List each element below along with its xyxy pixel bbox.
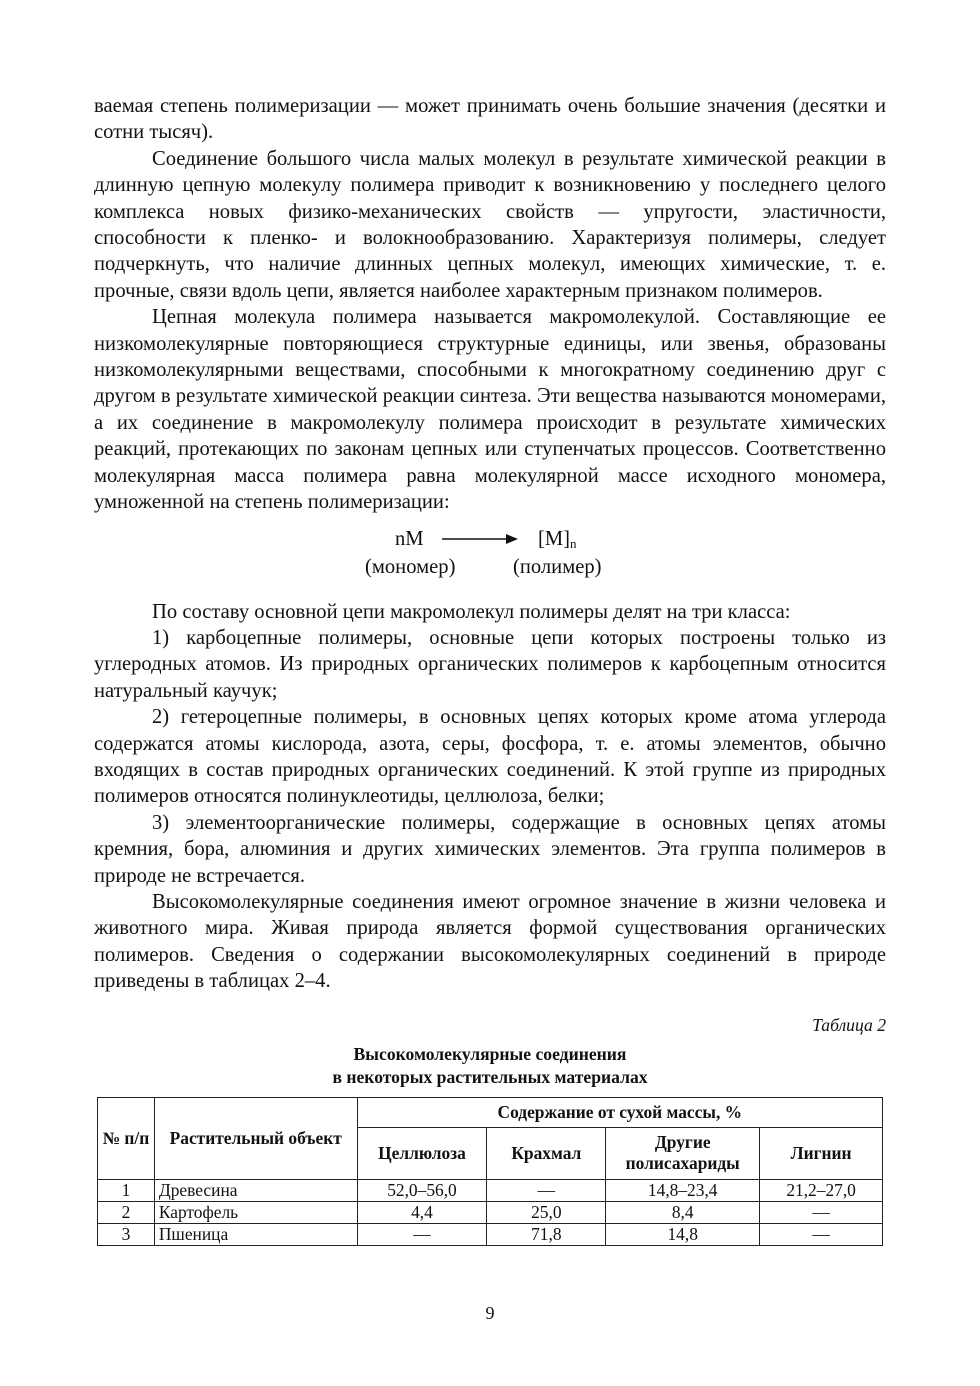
paragraph: 3) элементоорганические полимеры, содержащие в основных цепях атомы кремния, бора, алюминия и других химических элементов. Эта группа полимеров в природе не встречается. xyxy=(94,811,886,887)
row-cellulose-cell: — xyxy=(357,1223,487,1245)
row-lignin-cell: — xyxy=(760,1201,883,1223)
page-number: 9 xyxy=(485,1303,495,1323)
paragraph: Соединение большого числа малых молекул в результате химической реакции в длинную цепную молекулу полимера приводит к возникновению у последнего целого комплекса новых физико-механических свойств — упругости, эластичности, способности к пленко- и волокнообразованию. Характеризуя полимеры, следует подчеркнуть, что наличие длинных цепных молекул, имеющих химические, т. е. прочные, связи вдоль цепи, является наиболее характерным признаком полимеров. xyxy=(94,147,886,302)
reaction-arrow-icon xyxy=(440,529,520,549)
table-row xyxy=(98,1201,883,1223)
row-cellulose-cell: 4,4 xyxy=(357,1201,487,1223)
formula-polymer: $[M]_n$ xyxy=(538,527,577,551)
row-object-cell: Древесина xyxy=(154,1179,357,1201)
row-cellulose-cell: 52,0–56,0 xyxy=(357,1179,487,1201)
formula-monomer-label: (мономер) xyxy=(365,555,456,578)
paragraph: Высокомолекулярные соединения имеют огромное значение в жизни человека и животного мира. Живая природа является формой существования органических полимеров. Сведения о содержании высокомолекулярных соединений в природе приведены в таблицах 2–4. xyxy=(94,890,886,993)
table-title xyxy=(94,1043,886,1089)
row-num-cell: 1 xyxy=(98,1179,155,1201)
row-object-cell: Пшеница xyxy=(154,1223,357,1245)
table-row xyxy=(98,1179,883,1201)
row-lignin-cell: — xyxy=(760,1223,883,1245)
header-other-polysaccharides: Другие полисахариды xyxy=(606,1127,760,1179)
table-row xyxy=(98,1223,883,1245)
table-title-line-1: Высокомолекулярные соединения xyxy=(353,1043,627,1064)
polymerization-formula xyxy=(94,526,886,582)
row-starch-cell: 25,0 xyxy=(487,1201,606,1223)
header-num: № п/п xyxy=(98,1097,155,1179)
paragraph: 2) гетероцепные полимеры, в основных цепях которых кроме атома углерода содержатся атомы кислорода, азота, серы, фосфора, т. е. атомы элементов, обычно входящих в состав природных органических соединений. К этой группе из природных полимеров относятся полинуклеотиды, целлюлоза, белки; xyxy=(94,706,886,808)
page-content xyxy=(94,93,886,1246)
text-block-2 xyxy=(94,599,886,995)
row-object-cell: Картофель xyxy=(154,1201,357,1223)
row-num-cell: 2 xyxy=(98,1201,155,1223)
data-table xyxy=(97,1097,883,1246)
header-content-group: Содержание от сухой массы, % xyxy=(357,1097,882,1127)
formula-monomer: nM xyxy=(395,527,424,550)
row-other-cell: 14,8 xyxy=(606,1223,760,1245)
table-title-line-2: в некоторых растительных материалах xyxy=(332,1066,648,1087)
paragraph: 1) карбоцепные полимеры, основные цепи которых построены только из углеродных атомов. Из природных органических полимеров к карбоцепным относится натуральный каучук; xyxy=(94,626,886,702)
row-num-cell: 3 xyxy=(98,1223,155,1245)
row-lignin-cell: 21,2–27,0 xyxy=(760,1179,883,1201)
formula-polymer-label: (полимер) xyxy=(513,555,602,578)
text-block-1 xyxy=(94,93,886,516)
paragraph: По составу основной цепи макромолекул полимеры делят на три класса: xyxy=(152,600,791,623)
paragraph: ваемая степень полимеризации — может принимать очень большие значения (десятки и сотни тысяч). xyxy=(94,95,886,144)
header-object: Растительный объект xyxy=(154,1097,357,1179)
header-lignin: Лигнин xyxy=(760,1127,883,1179)
paragraph: Цепная молекула полимера называется макромолекулой. Составляющие ее низкомолекулярные повторяющиеся структурные единицы, или звенья, образованы низкомолекулярными веществами, способными к многократному соединению друг с другом в результате химической реакции синтеза. Эти вещества называются мономерами, а их соединение в макромолекулу полимера происходит в результате химических реакций, протекающих по законам цепных или ступенчатых процессов. Соответственно молекулярная масса полимера равна молекулярной массе исходного мономера, умноженной на степень полимеризации: xyxy=(94,306,886,514)
header-starch: Крахмал xyxy=(487,1127,606,1179)
row-starch-cell: 71,8 xyxy=(487,1223,606,1245)
table-caption: Таблица 2 xyxy=(812,1014,886,1035)
row-other-cell: 8,4 xyxy=(606,1201,760,1223)
table-body xyxy=(98,1179,883,1245)
row-starch-cell: — xyxy=(487,1179,606,1201)
header-cellulose: Целлюлоза xyxy=(357,1127,487,1179)
row-other-cell: 14,8–23,4 xyxy=(606,1179,760,1201)
